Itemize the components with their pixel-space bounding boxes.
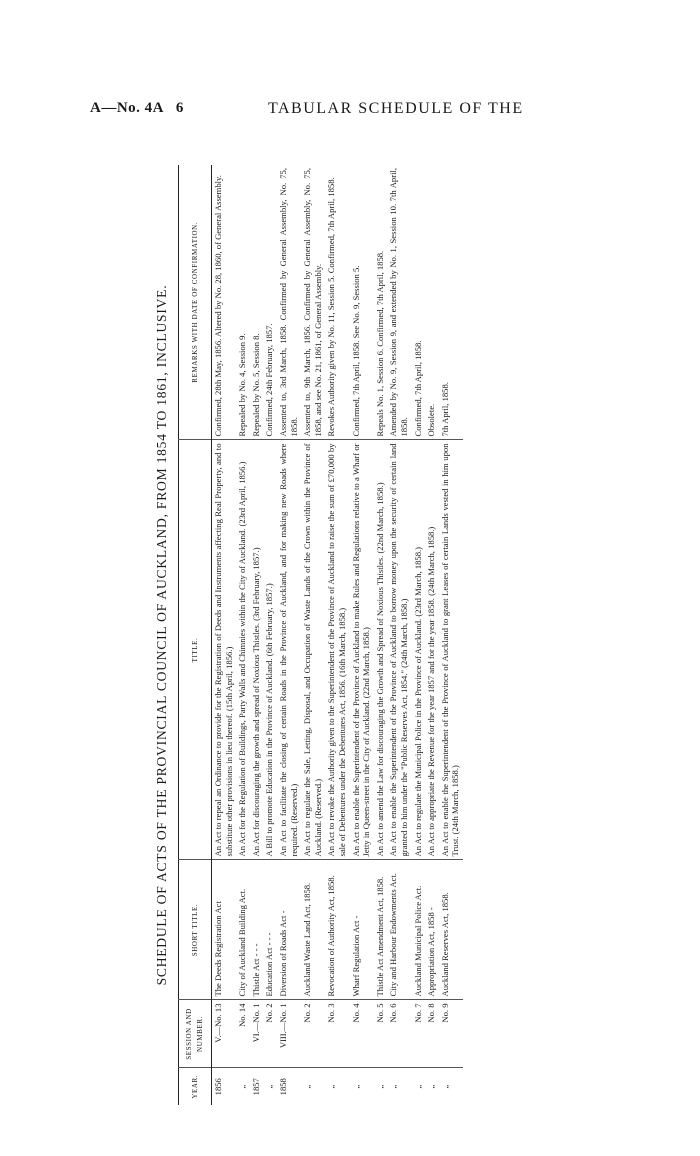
- column-header-session: SESSION AND NUMBER.: [179, 1000, 212, 1068]
- cell-short-title: Thistle Act - - -: [250, 860, 264, 1000]
- cell-short-title: The Deeds Registration Act: [212, 860, 237, 1000]
- cell-year: „: [350, 1068, 374, 1105]
- cell-title: An Act to enable the Superintendent of the Province of Auckland to borrow money upon the security of certain land granted to him under the "Public Reserves Act, 1854." (24th March, 1858.): [387, 440, 411, 860]
- cell-title: An Act to regulate the Municipal Police in the Province of Auckland. (23rd March, 1858.): [412, 440, 426, 860]
- cell-short-title: Auckland Municipal Police Act.: [412, 860, 426, 1000]
- cell-session: No. 5: [374, 1000, 388, 1068]
- cell-title: An Act to enable the Superintendent of the Province of Auckland to make Rules and Regulations relative to a Wharf or Jetty in Queen-street in the City of Auckland. (22nd March, 1858.): [350, 440, 374, 860]
- cell-short-title: Diversion of Roads Act -: [277, 860, 301, 1000]
- cell-remarks: Assented to, 3rd March, 1858. Confirmed by General Assembly, No. 75, 1858.: [277, 168, 299, 437]
- cell-title: An Act to regulate the Sale, Letting, Disposal, and Occupation of Waste Lands of the Crown within the Province of Auckland. (Reserved.): [301, 440, 325, 860]
- table-row: [412, 165, 426, 1105]
- cell-year: „: [236, 1068, 250, 1105]
- cell-year: „: [374, 1068, 388, 1105]
- cell-remarks: 7th April, 1858.: [439, 382, 450, 437]
- column-header-remarks: REMARKS WITH DATE OF CONFIRMATION.: [179, 165, 212, 440]
- cell-short-title: Wharf Regulation Act -: [350, 860, 374, 1000]
- cell-short-title: Auckland Reserves Act, 1858.: [439, 860, 463, 1000]
- cell-remarks: Confirmed, 7th April, 1858.: [412, 340, 423, 437]
- cell-remarks: Revokes Authority given by No. 11, Session 5. Confirmed, 7th April, 1858.: [326, 177, 337, 437]
- cell-remarks: Repealed by No. 5, Session 8.: [250, 333, 261, 437]
- cell-session: No. 9: [439, 1000, 463, 1068]
- cell-short-title: City of Auckland Building Act.: [236, 860, 250, 1000]
- cell-session: No. 6: [387, 1000, 411, 1068]
- cell-title: An Act to repeal an Ordinance to provide for the Registration of Deeds and Instruments affecting Real Property, and to substitute other provisions in lieu thereof. (15th April, 1856.): [212, 440, 237, 860]
- rotated-schedule: [148, 165, 568, 1105]
- cell-short-title: Thistle Act Amendment Act, 1858.: [374, 860, 388, 1000]
- cell-session: No. 2: [301, 1000, 325, 1068]
- table-row: [387, 165, 411, 1105]
- schedule-title: SCHEDULE OF ACTS OF THE PROVINCIAL COUNCIL OF AUCKLAND, FROM 1854 TO 1861, INCLUSIVE.: [154, 284, 169, 986]
- cell-session: VI.—No. 1: [250, 1000, 264, 1068]
- cell-title: An Act to enable the Superintendent of the Province of Auckland to grant Leases of certain Lands vested in him upon Trust. (24th March, 1858.): [439, 440, 463, 860]
- cell-remarks: Obsolete.: [426, 403, 437, 437]
- cell-year: „: [301, 1068, 325, 1105]
- cell-short-title: Appropriation Act, 1858 -: [425, 860, 439, 1000]
- column-header-short-title: SHORT TITLE.: [179, 860, 212, 1000]
- cell-title: An Act for the Regulation of Buildings, Party Walls and Chimnies within the City of Auckland. (23rd April, 1856.): [236, 440, 250, 860]
- cell-session: No. 2: [263, 1000, 277, 1068]
- cell-session: No. 14: [236, 1000, 250, 1068]
- table-row: [301, 165, 325, 1105]
- cell-session: No. 7: [412, 1000, 426, 1068]
- cell-short-title: City and Harbour Endowments Act.: [387, 860, 411, 1000]
- cell-year: 1857: [250, 1068, 264, 1105]
- table-row: [250, 165, 264, 1105]
- cell-title: An Act to appropriate the Revenue for the year 1857 and for the year 1858. (24th March, 1858.): [425, 440, 439, 860]
- cell-remarks: Confirmed, 24th February, 1857.: [264, 323, 275, 437]
- table-row: [374, 165, 388, 1105]
- cell-short-title: Revocation of Authority Act, 1858.: [325, 860, 349, 1000]
- cell-year: „: [263, 1068, 277, 1105]
- cell-session: No. 3: [325, 1000, 349, 1068]
- table-body: [212, 165, 463, 1105]
- cell-year: „: [412, 1068, 426, 1105]
- cell-remarks: Confirmed, 28th May, 1856. Altered by No. 28, 1860, of General Assembly.: [213, 175, 223, 437]
- column-header-title: TITLE.: [179, 440, 212, 860]
- cell-remarks: Repeals No. 1, Session 6. Confirmed, 7th April, 1858.: [374, 250, 385, 437]
- table-row: [425, 165, 439, 1105]
- table-row: [212, 165, 237, 1105]
- table-row: [263, 165, 277, 1105]
- cell-short-title: Education Act - - -: [263, 860, 277, 1000]
- table-row: [350, 165, 374, 1105]
- schedule-table: [178, 165, 463, 1105]
- cell-year: 1856: [212, 1068, 237, 1105]
- cell-remarks: Confirmed, 7th April, 1858. See No. 9, Session 5.: [350, 265, 361, 437]
- cell-title: An Act to facilitate the closing of certain Roads in the Province of Auckland, and for making new Roads where required. (Reserved.): [277, 440, 301, 860]
- cell-title: An Act for discouraging the growth and spread of Noxious Thistles. (3rd February, 1857.): [250, 440, 264, 860]
- cell-session: No. 4: [350, 1000, 374, 1068]
- cell-title: An Act to amend the Law for discouraging the Growth and Spread of Noxious Thistles. (22nd March, 1858.): [374, 440, 388, 860]
- table-row: [277, 165, 301, 1105]
- cell-title: An Act to revoke the Authority given to the Superintendent of the Province of Auckland to raise the sum of £70,000 by sale of Debentures under the Debentures Act, 1856. (16th March, 1858.): [325, 440, 349, 860]
- cell-year: „: [325, 1068, 349, 1105]
- cell-short-title: Auckland Waste Land Act, 1858.: [301, 860, 325, 1000]
- cell-session: V.—No. 13: [212, 1000, 237, 1068]
- cell-session: VIII.—No. 1: [277, 1000, 301, 1068]
- page-reference: [90, 100, 184, 117]
- table-row: [236, 165, 250, 1105]
- table-row: [325, 165, 349, 1105]
- table-header-row: [179, 165, 212, 1105]
- column-header-year: YEAR.: [179, 1068, 212, 1105]
- cell-remarks: Amended by No. 9, Session 9, and extended by No. 1, Session 10. 7th April, 1858.: [388, 168, 409, 437]
- cell-year: „: [439, 1068, 463, 1105]
- cell-year: „: [425, 1068, 439, 1105]
- page-number: 6: [175, 100, 184, 116]
- cell-year: „: [387, 1068, 411, 1105]
- running-title: TABULAR SCHEDULE OF THE: [268, 100, 524, 117]
- cell-session: No. 8: [425, 1000, 439, 1068]
- page-ref-label: A—No. 4A: [90, 100, 164, 116]
- cell-year: 1858: [277, 1068, 301, 1105]
- cell-remarks: Assented to, 9th March, 1856. Confirmed by General Assembly, No. 75, 1858, and see No. 21, 1861, of General Assembly.: [302, 168, 323, 437]
- cell-remarks: Repealed by No. 4, Session 9.: [237, 333, 248, 437]
- cell-title: A Bill to promote Education in the Province of Auckland. (6th February, 1857.): [263, 440, 277, 860]
- table-row: [439, 165, 463, 1105]
- schedule-table-container: [178, 165, 568, 1105]
